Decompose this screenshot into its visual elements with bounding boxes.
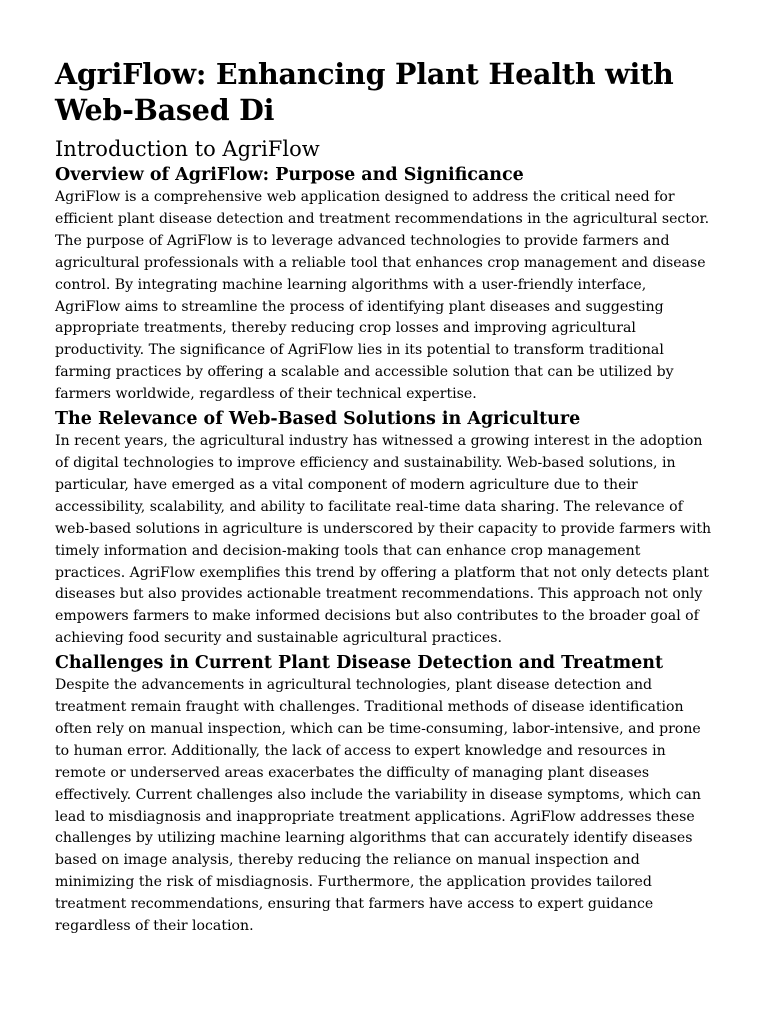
- subsection-heading-overview: Overview of AgriFlow: Purpose and Significance: [55, 165, 524, 185]
- paragraph-relevance: In recent years, the agricultural industry has witnessed a growing interest in the adoption of digital technologies to improve efficiency and sustainability. Web-based solutions, in particular, have emerged as a vital component of modern agriculture due to their accessibility, scalability, and ability to facilitate real-time data sharing. The relevance of web-based solutions in agriculture is underscored by their capacity to provide farmers with timely information and decision-making tools that can enhance crop management practices. AgriFlow exemplifies this trend by offering a platform that not only detects plant diseases but also provides actionable treatment recommendations. This approach not only empowers farmers to make informed decisions but also contributes to the broader goal of achieving food security and sustainable agricultural practices.: [55, 433, 712, 647]
- document-title: AgriFlow: Enhancing Plant Health with Web-Based Di: [55, 57, 674, 127]
- subsection-heading-relevance: The Relevance of Web-Based Solutions in Agriculture: [55, 409, 581, 430]
- subsection-heading-challenges: Challenges in Current Plant Disease Detection and Treatment: [55, 653, 664, 674]
- document-page: [55, 56, 715, 940]
- paragraph-overview: AgriFlow is a comprehensive web application designed to address the critical need for efficient plant disease detection and treatment recommendations in the agricultural sector. The purpose of AgriFlow is to leverage advanced technologies to provide farmers and agricultural professionals with a reliable tool that enhances crop management and disease control. By integrating machine learning algorithms with a user-friendly interface, AgriFlow aims to streamline the process of identifying plant diseases and suggesting appropriate treatments, thereby reducing crop losses and improving agricultural productivity. The significance of AgriFlow lies in its potential to transform traditional farming practices by offering a scalable and accessible solution that can be utilized by farmers worldwide, regardless of their technical expertise.: [55, 189, 710, 403]
- paragraph-challenges: Despite the advancements in agricultural technologies, plant disease detection and treatment remain fraught with challenges. Traditional methods of disease identification often rely on manual inspection, which can be time-consuming, labor-intensive, and prone to human error. Additionally, the lack of access to expert knowledge and resources in remote or underserved areas exacerbates the difficulty of managing plant diseases effectively. Current challenges also include the variability in disease symptoms, which can lead to misdiagnosis and inappropriate treatment applications. AgriFlow addresses these challenges by utilizing machine learning algorithms that can accurately identify diseases based on image analysis, thereby reducing the reliance on manual inspection and minimizing the risk of misdiagnosis. Furthermore, the application provides tailored treatment recommendations, ensuring that farmers have access to expert guidance regardless of their location.: [55, 677, 702, 935]
- section-title: Introduction to AgriFlow: [55, 137, 320, 161]
